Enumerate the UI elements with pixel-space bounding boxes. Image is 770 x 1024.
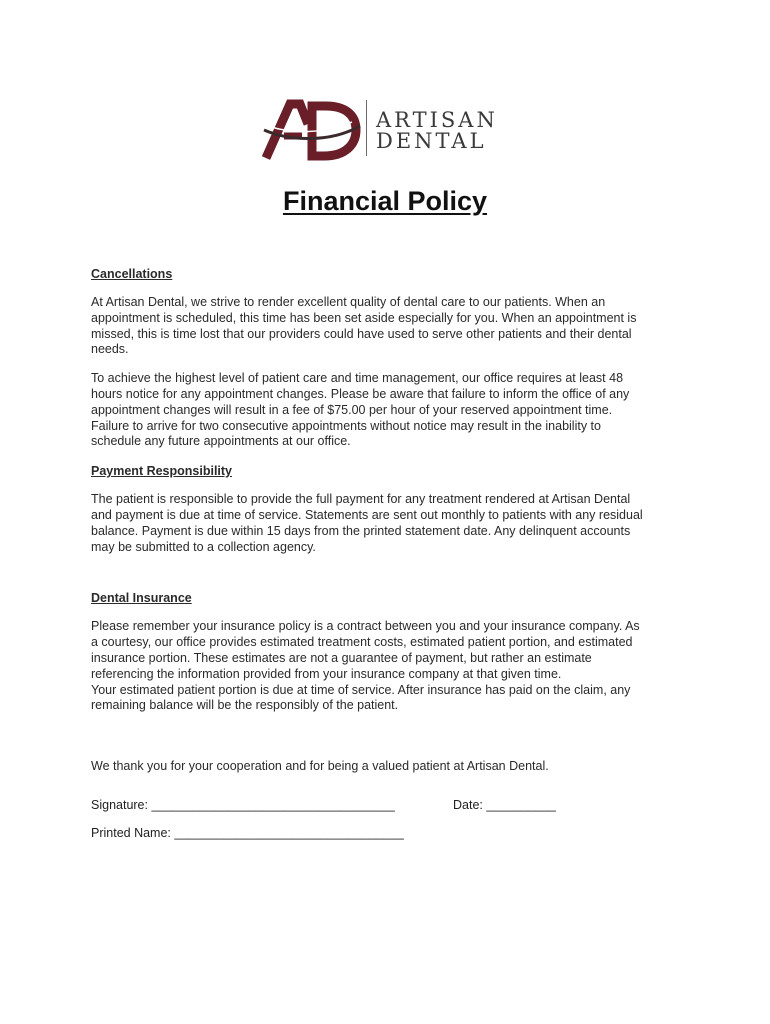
text-line: appointment is scheduled, this time has been set aside especially for you. When an appointment is [91, 310, 637, 325]
signature-field[interactable]: Signature: ___________________________________ [91, 798, 395, 812]
page-title: Financial Policy [282, 186, 488, 216]
heading-cancellations: Cancellations [91, 267, 173, 281]
text-line: referencing the information provided from your insurance company at that given time. [91, 666, 562, 681]
text-line: needs. [91, 342, 129, 357]
text-line: remaining balance will be the responsibly of the patient. [91, 698, 399, 713]
text-line: appointment changes will result in a fee of $75.00 per hour of your reserved appointment time. [91, 402, 613, 417]
text-line: and payment is due at time of service. Statements are sent out monthly to patients with any residual [91, 507, 643, 522]
text-line: To achieve the highest level of patient care and time management, our office requires at least 48 [91, 371, 624, 386]
policy-body [91, 266, 691, 775]
paragraph-cancellations-1 [91, 295, 691, 358]
text-line: balance. Payment is due within 15 days from the printed statement date. Any delinquent accounts [91, 523, 631, 538]
paragraph-cancellations-2 [91, 371, 691, 450]
paragraph-insurance [91, 619, 691, 714]
text-line: missed, this is time lost that our providers could have used to serve other patients and their dental [91, 326, 632, 341]
text-line: hours notice for any appointment changes. Please be aware that failure to inform the office of any [91, 386, 630, 401]
logo-divider [366, 100, 367, 156]
heading-payment-responsibility: Payment Responsibility [91, 464, 233, 479]
text-line: Please remember your insurance policy is a contract between you and your insurance company. As [91, 619, 640, 634]
printed-name-field[interactable]: Printed Name: _________________________________ [91, 826, 404, 840]
closing-statement [91, 759, 691, 775]
text-line: At Artisan Dental, we strive to render excellent quality of dental care to our patients. When an [91, 295, 606, 309]
text-line: insurance portion. These estimates are not a guarantee of payment, but rather an estimate [91, 650, 592, 665]
heading-dental-insurance: Dental Insurance [91, 591, 192, 606]
text-line: schedule any future appointments at our office. [91, 434, 351, 449]
text-line: may be submitted to a collection agency. [91, 539, 316, 554]
date-field[interactable]: Date: __________ [453, 798, 556, 812]
logo-word-artisan: ARTISAN [376, 108, 498, 132]
logo-word-dental: DENTAL [376, 129, 487, 153]
paragraph-payment [91, 492, 691, 555]
text-line: Your estimated patient portion is due at time of service. After insurance has paid on the claim, any [91, 682, 631, 697]
text-line: We thank you for your cooperation and for being a valued patient at Artisan Dental. [91, 759, 549, 774]
ad-monogram-icon [262, 96, 362, 162]
text-line: Failure to arrive for two consecutive appointments without notice may result in the inability to [91, 418, 601, 433]
text-line: The patient is responsible to provide the full payment for any treatment rendered at Artisan Dental [91, 492, 631, 507]
text-line: a courtesy, our office provides estimated treatment costs, estimated patient portion, and estimated [91, 635, 633, 650]
